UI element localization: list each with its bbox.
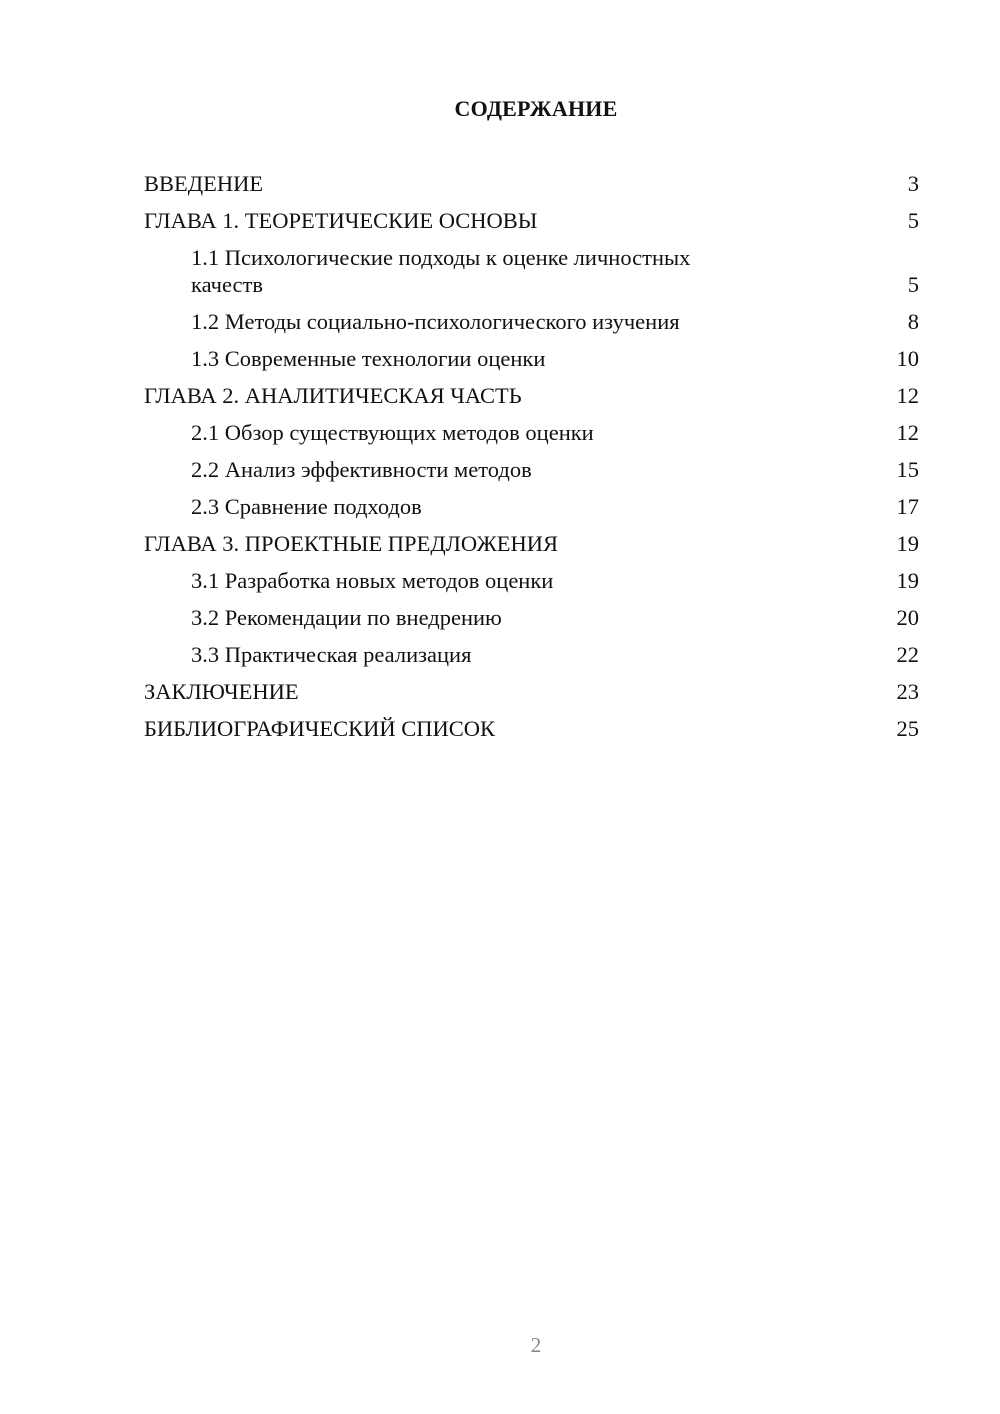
toc-entry-section-3-1[interactable] [144,567,919,594]
toc-entry-section-2-2[interactable] [144,456,919,483]
toc-entry-label: 3.2 Рекомендации по внедрению [191,605,502,630]
toc-entry-page: 25 [896,716,919,741]
toc-entry-page: 19 [896,568,919,593]
toc-entry-label: ЗАКЛЮЧЕНИЕ [144,679,299,704]
toc-entry-page: 20 [896,605,919,630]
toc-entry-label: ГЛАВА 3. ПРОЕКТНЫЕ ПРЕДЛОЖЕНИЯ [144,531,559,556]
toc-entry-chapter-1[interactable] [144,207,919,234]
page-number: 2 [530,1333,542,1357]
toc-entry-page: 22 [896,642,919,667]
toc-entry-bibliography[interactable] [144,715,919,742]
toc-entry-page: 19 [896,531,919,556]
toc-entry-chapter-2[interactable] [144,382,919,409]
toc-entry-page: 12 [896,383,919,408]
toc-entry-label: 2.3 Сравнение подходов [191,494,422,519]
toc-entry-page: 10 [896,346,919,371]
toc-entry-conclusion[interactable] [144,678,919,705]
toc-entry-page: 23 [896,679,919,704]
toc-entry-label: 3.3 Практическая реализация [191,642,472,667]
toc-entry-label: 1.2 Методы социально-психологического изучения [191,309,680,334]
toc-entry-label: 1.3 Современные технологии оценки [191,346,546,371]
toc-entry-section-1-1[interactable] [144,244,919,298]
toc-entry-label: БИБЛИОГРАФИЧЕСКИЙ СПИСОК [144,716,496,741]
toc-entry-label: 2.2 Анализ эффективности методов [191,457,532,482]
toc-entry-section-3-2[interactable] [144,604,919,631]
toc-entry-page: 3 [907,171,919,196]
toc-entry-label: ГЛАВА 2. АНАЛИТИЧЕСКАЯ ЧАСТЬ [144,383,522,408]
toc-entry-section-1-3[interactable] [144,345,919,372]
toc-entry-section-3-3[interactable] [144,641,919,668]
toc-entry-section-2-1[interactable] [144,419,919,446]
toc-entry-page: 5 [907,208,919,233]
table-of-contents [144,170,919,752]
toc-entry-label: ВВЕДЕНИЕ [144,171,264,196]
toc-entry-label: ГЛАВА 1. ТЕОРЕТИЧЕСКИЕ ОСНОВЫ [144,208,538,233]
toc-entry-page: 17 [896,494,919,519]
toc-entry-section-2-3[interactable] [144,493,919,520]
toc-entry-label: 2.1 Обзор существующих методов оценки [191,420,594,445]
toc-entry-page: 8 [907,309,919,334]
toc-entry-page: 12 [896,420,919,445]
toc-entry-label: 3.1 Разработка новых методов оценки [191,568,554,593]
page-title: СОДЕРЖАНИЕ [454,96,618,121]
toc-entry-introduction[interactable] [144,170,919,197]
toc-entry-section-1-2[interactable] [144,308,919,335]
toc-entry-page: 15 [896,457,919,482]
toc-entry-label: 1.1 Психологические подходы к оценке личностных качеств [191,245,691,297]
toc-entry-page: 5 [907,272,919,297]
toc-entry-chapter-3[interactable] [144,530,919,557]
